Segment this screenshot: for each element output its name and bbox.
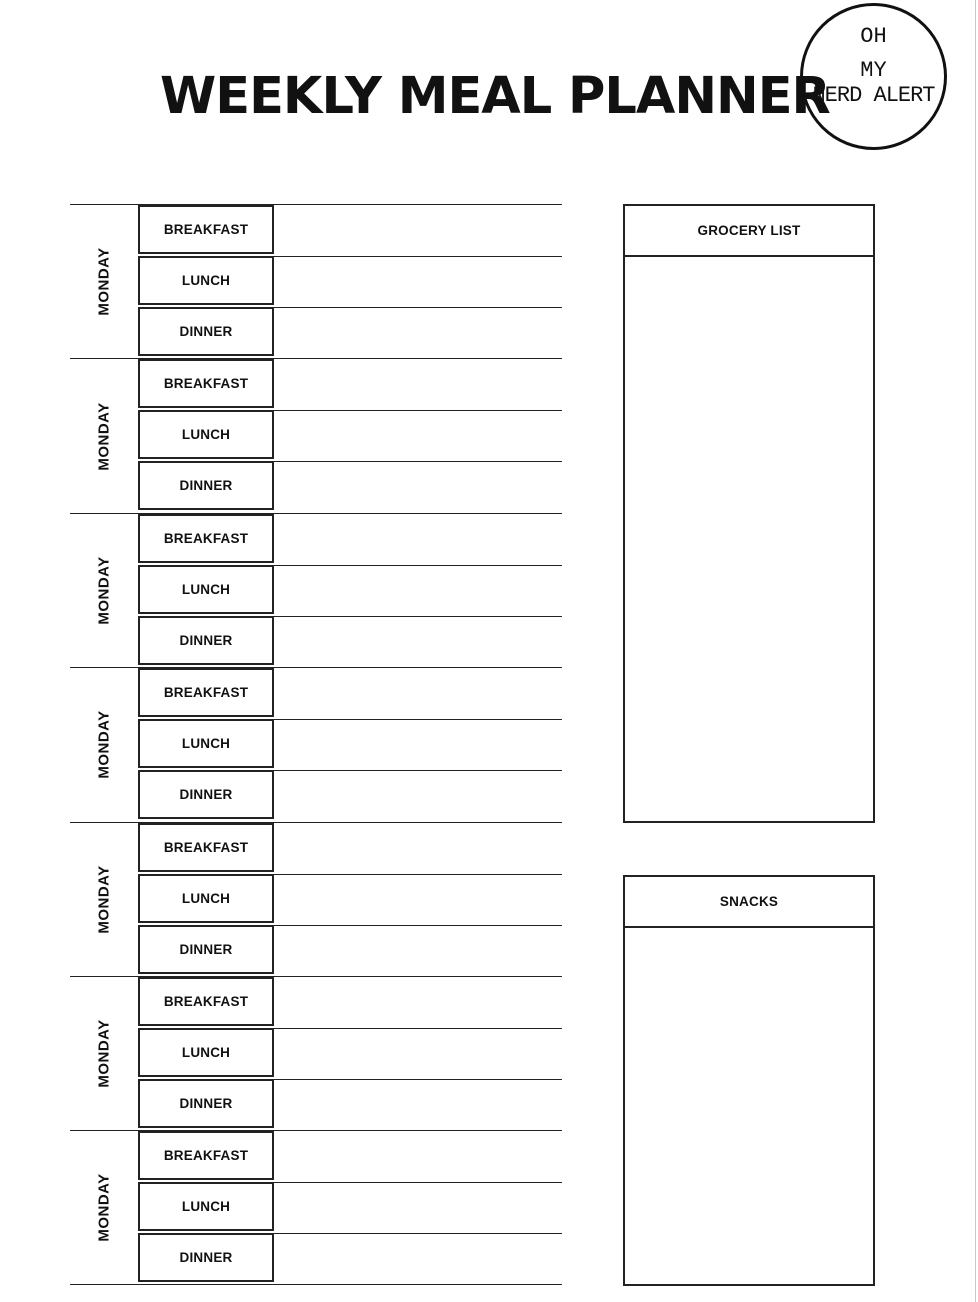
day-block xyxy=(70,513,562,667)
brand-logo xyxy=(800,3,947,150)
logo-line-1: OH xyxy=(860,24,887,49)
entry-line xyxy=(274,874,562,875)
meal-label-lunch: LUNCH xyxy=(138,565,274,614)
meal-label-lunch: LUNCH xyxy=(138,719,274,768)
entry-line xyxy=(274,719,562,720)
day-label: MONDAY xyxy=(95,556,113,625)
meal-label-dinner: DINNER xyxy=(138,461,274,510)
day-block xyxy=(70,667,562,821)
meal-label-dinner: DINNER xyxy=(138,307,274,356)
day-label: MONDAY xyxy=(95,865,113,934)
entry-line xyxy=(274,1028,562,1029)
day-block xyxy=(70,1130,562,1284)
logo-line-2: MY xyxy=(860,58,887,83)
day-label: MONDAY xyxy=(95,401,113,471)
meal-label-lunch: LUNCH xyxy=(138,256,274,305)
meal-label-dinner: DINNER xyxy=(138,1079,274,1128)
meal-label-breakfast: BREAKFAST xyxy=(138,977,274,1026)
entry-line xyxy=(274,1233,562,1234)
meal-label-breakfast: BREAKFAST xyxy=(138,1131,274,1180)
day-label: MONDAY xyxy=(95,1019,113,1088)
entry-line xyxy=(274,770,562,771)
snacks-box xyxy=(623,875,875,1286)
entry-line xyxy=(274,565,562,566)
entry-line xyxy=(274,925,562,926)
day-label: MONDAY xyxy=(95,247,113,316)
grocery-list-box xyxy=(623,204,875,823)
snacks-heading: SNACKS xyxy=(625,877,873,928)
meal-label-breakfast: BREAKFAST xyxy=(138,514,274,563)
page-edge xyxy=(975,0,976,1302)
day-block xyxy=(70,976,562,1130)
day-block xyxy=(70,358,562,512)
meal-schedule xyxy=(70,204,562,1285)
entry-line xyxy=(274,1182,562,1183)
meal-label-lunch: LUNCH xyxy=(138,874,274,923)
meal-label-lunch: LUNCH xyxy=(138,1182,274,1231)
meal-label-breakfast: BREAKFAST xyxy=(138,359,274,408)
day-label: MONDAY xyxy=(95,1173,113,1242)
meal-label-dinner: DINNER xyxy=(138,1233,274,1282)
day-label: MONDAY xyxy=(95,710,113,780)
grocery-list-heading: GROCERY LIST xyxy=(625,206,873,257)
logo-line-3: NERD ALERT xyxy=(812,83,935,108)
entry-line xyxy=(274,410,562,411)
meal-label-lunch: LUNCH xyxy=(138,410,274,459)
page-title: WEEKLY MEAL PLANNER xyxy=(160,67,830,126)
entry-line xyxy=(274,307,562,308)
meal-label-breakfast: BREAKFAST xyxy=(138,823,274,872)
entry-line xyxy=(274,461,562,462)
meal-label-breakfast: BREAKFAST xyxy=(138,205,274,254)
meal-label-dinner: DINNER xyxy=(138,925,274,974)
meal-label-dinner: DINNER xyxy=(138,616,274,665)
entry-line xyxy=(274,256,562,257)
meal-label-dinner: DINNER xyxy=(138,770,274,819)
meal-label-breakfast: BREAKFAST xyxy=(138,668,274,717)
day-block xyxy=(70,204,562,358)
entry-line xyxy=(274,616,562,617)
entry-line xyxy=(274,1079,562,1080)
meal-label-lunch: LUNCH xyxy=(138,1028,274,1077)
day-block xyxy=(70,822,562,976)
